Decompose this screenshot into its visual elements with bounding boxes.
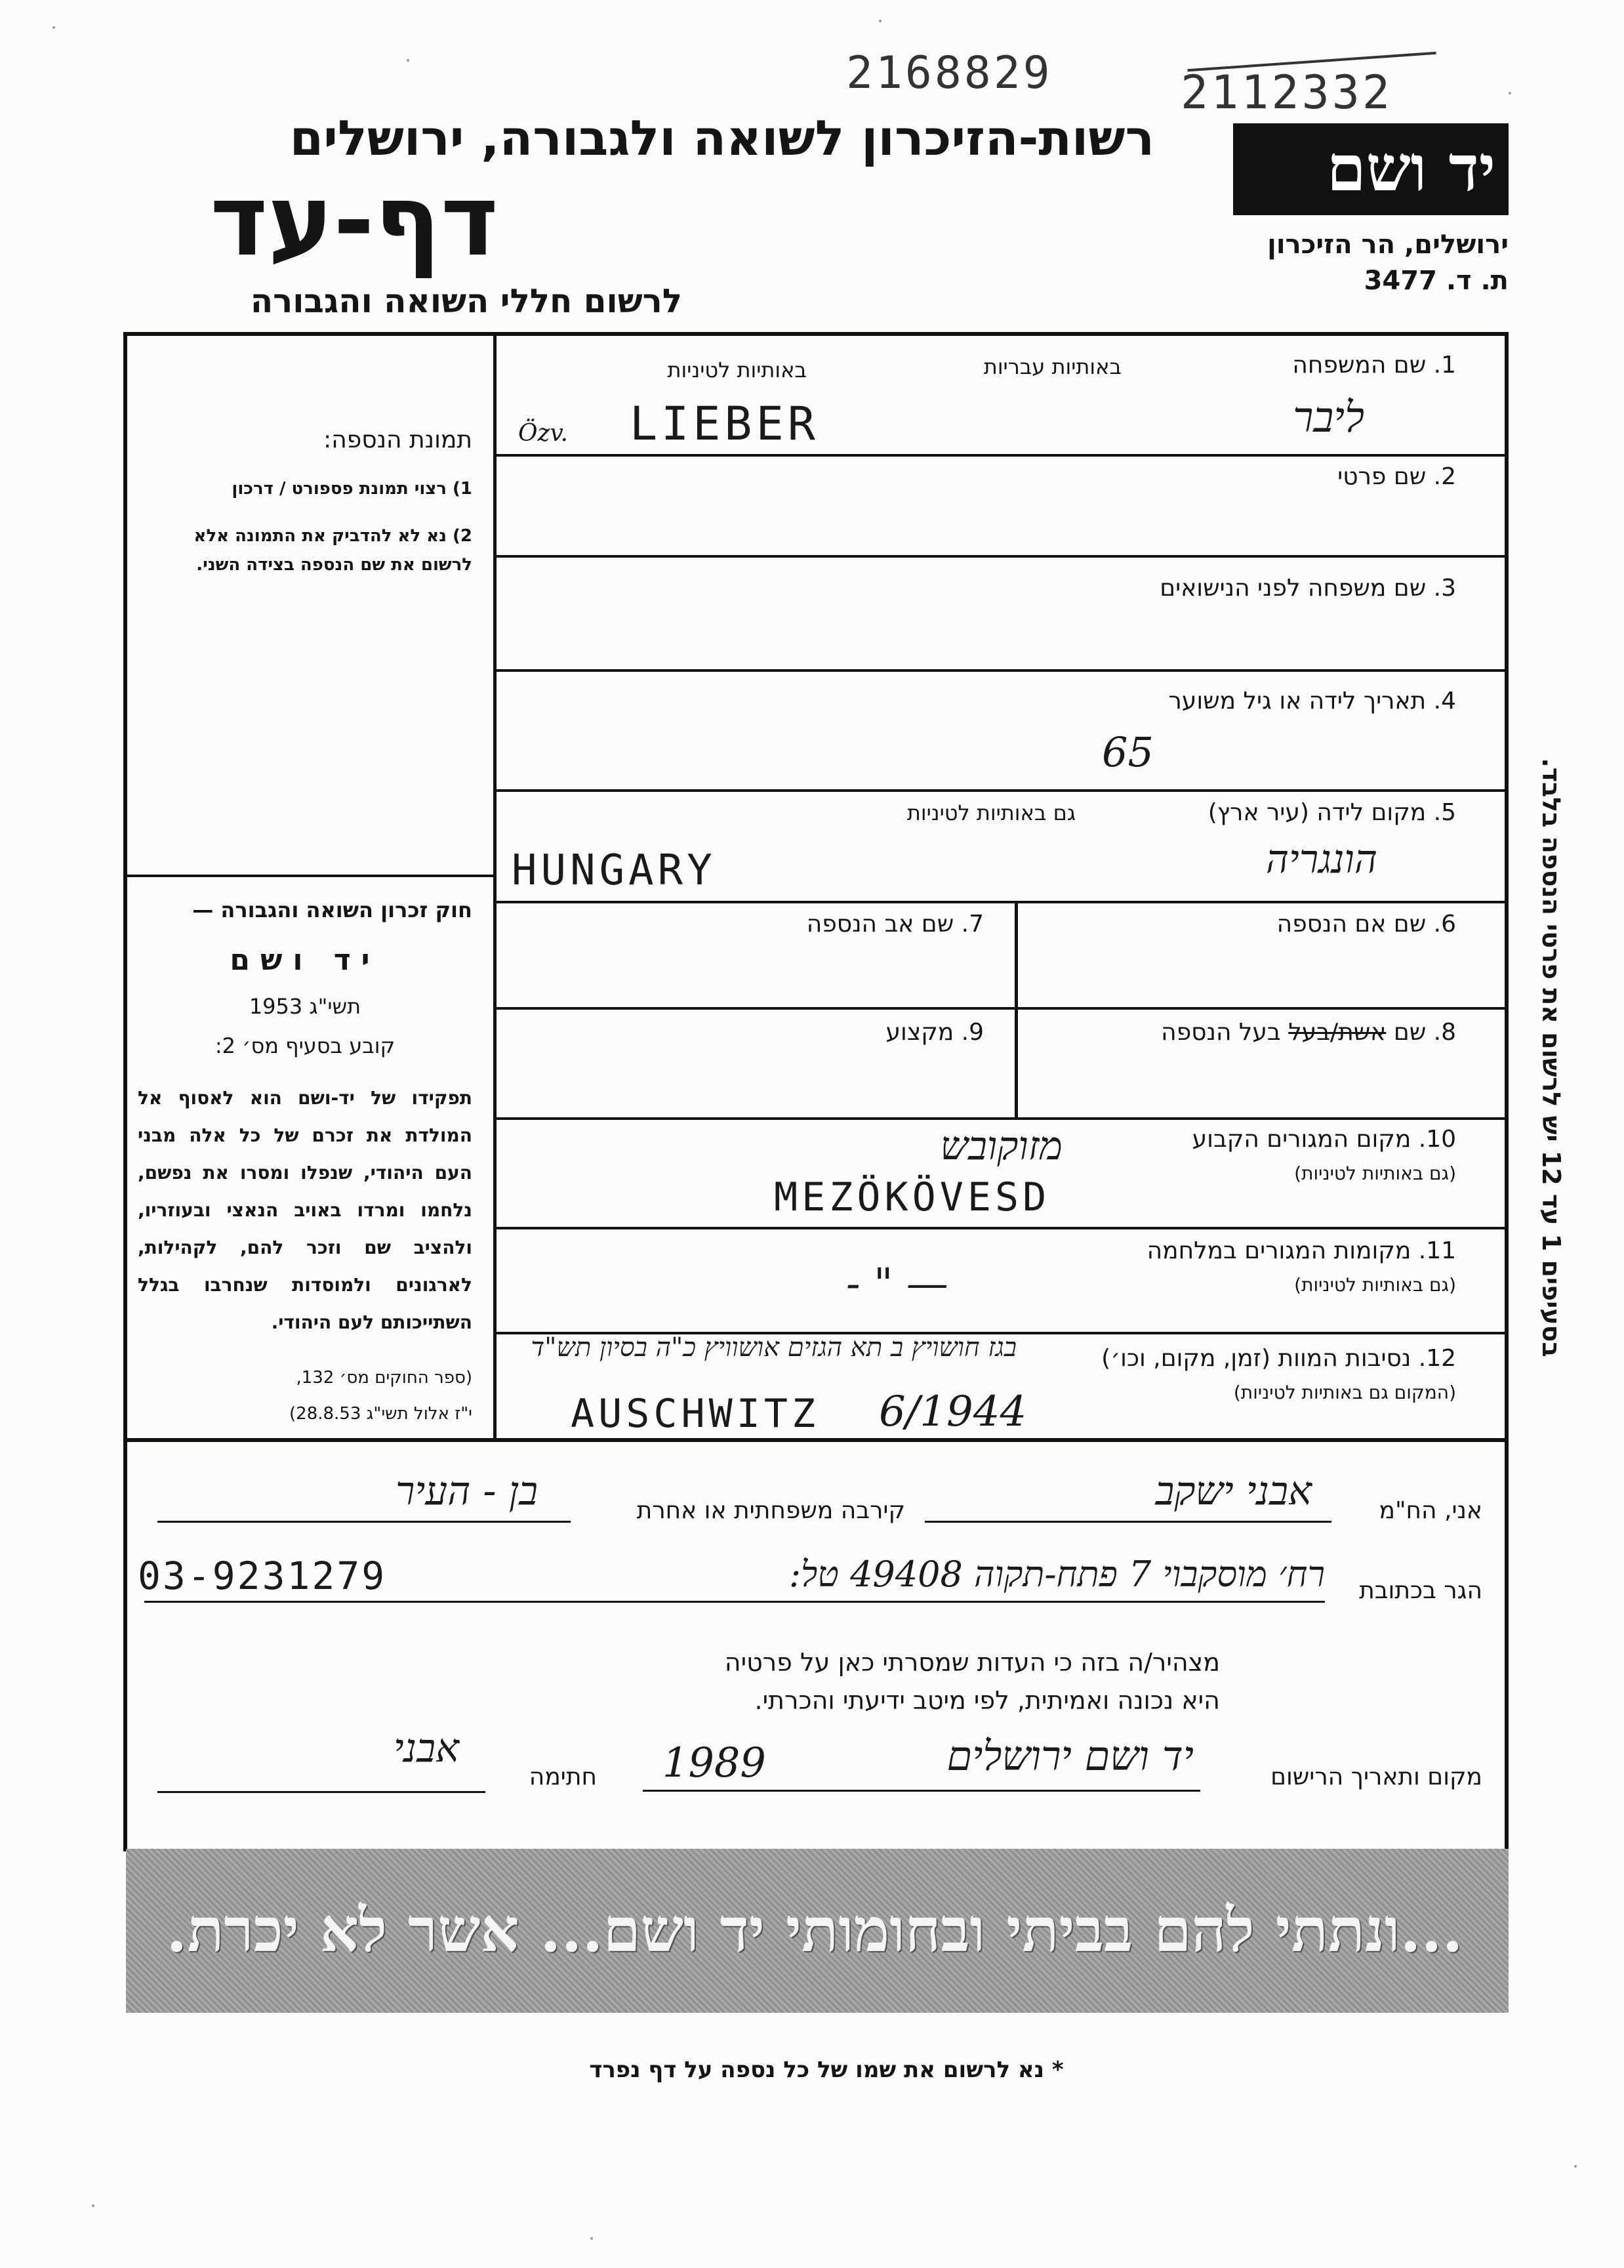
footer-note: * נא לרשום את שמו של כל נספה על דף נפרד <box>589 2057 1064 2083</box>
field-9-label: 9. מקצוע <box>885 1019 984 1046</box>
scan-speck <box>52 26 55 29</box>
field-7-label: 7. שם אב הנספה <box>806 911 984 938</box>
witness-relation-underline <box>157 1521 571 1523</box>
field-1-value-prefix: Özv. <box>518 420 568 447</box>
witness-name-label: אני, הח"מ <box>1379 1497 1482 1524</box>
logo-text: יד ושם <box>1326 131 1495 205</box>
scan-speck <box>407 59 409 62</box>
stamp-number-left: 2168829 <box>846 47 1053 99</box>
field-10-value-latin: MEZÖKÖVESD <box>774 1174 1051 1220</box>
witness-relation-label: קירבה משפחתית או אחרת <box>636 1497 905 1524</box>
declaration-line-2: היא נכונה ואמיתית, לפי מיטב ידיעתי והכרתי. <box>754 1686 1220 1715</box>
address-line-2: ת. ד. 3477 <box>1364 266 1509 296</box>
field-10-sub: (גם באותיות לטיניות) <box>1294 1163 1456 1184</box>
scan-speck <box>590 2237 593 2240</box>
photo-box-title: תמונת הנספה: <box>323 426 472 453</box>
row-divider <box>493 1227 1509 1229</box>
witness-phone-value: 03-9231279 <box>138 1554 387 1598</box>
field-1-latin-header: באותיות לטיניות <box>667 358 807 382</box>
field-1-value-hebrew: ליבר <box>1293 394 1364 442</box>
place-date-value: יד ושם ירושלים <box>946 1732 1194 1780</box>
split-column-divider <box>1015 901 1018 1119</box>
field-12-sub: (המקום גם באותיות לטיניות) <box>1233 1382 1456 1403</box>
column-separator <box>493 332 497 1442</box>
side-note-text: בסעיפים 1 עד 12 יש לרשום את פרטי הנספה בלבד. <box>1537 758 1566 1357</box>
institution-name: רשות-הזיכרון לשואה ולגבורה, ירושלים <box>289 110 1154 167</box>
witness-name-value: אבני ישקב <box>1155 1468 1312 1514</box>
side-note <box>1532 695 1571 1430</box>
row-divider <box>493 454 1509 457</box>
form-subtitle: לרשום חללי השואה והגבורה <box>250 282 682 320</box>
witness-name-underline <box>925 1521 1331 1523</box>
law-date: י"ז אלול תשי"ג 28.8.53) <box>289 1404 472 1424</box>
signature-value: אבני <box>393 1725 459 1771</box>
field-12-label: 12. נסיבות המוות (זמן, מקום, וכו׳) <box>1101 1345 1456 1372</box>
field-5-label: 5. מקום לידה (עיר ארץ) <box>1208 799 1456 826</box>
field-11-sub: (גם באותיות לטיניות) <box>1294 1274 1456 1296</box>
law-clause: קובע בסעיף מס׳ 2: <box>214 1033 396 1058</box>
place-date-underline <box>643 1790 1200 1792</box>
field-1-value-latin: LIEBER <box>630 397 819 451</box>
row-divider <box>493 789 1509 792</box>
place-date-year: 1989 <box>662 1739 766 1786</box>
field-8-label <box>1049 1019 1456 1046</box>
law-source: (ספר החוקים מס׳ 132, <box>296 1368 472 1388</box>
declaration-line-1: מצהיר/ה בזה כי העדות שמסרתי כאן על פרטיה <box>724 1648 1220 1677</box>
law-title: חוק זכרון השואה והגבורה — <box>192 897 472 922</box>
photo-box-note-2: 2) נא לא להדביק את התמונה אלא לרשום את שם הנספה בצידה השני. <box>193 526 472 575</box>
quote-banner <box>126 1849 1509 2013</box>
field-10-label: 10. מקום המגורים הקבוע <box>1192 1126 1456 1153</box>
field-5-latin-header: גם באותיות לטיניות <box>906 800 1076 825</box>
witness-address-underline <box>144 1601 1325 1603</box>
law-text: תפקידו של יד-ושם הוא לאסוף אל המולדת את זכרם של כל אלה מבני העם היהודי, שנפלו ומסרו את נפשם, נלחמו ומרדו באויב הנאצי ובעוזריו, ולהציב שם וזכר להם, לקהילות, לארגונים ולמוסדות שנחרבו בגלל השתייכותם לעם היהודי. <box>138 1087 472 1333</box>
row-divider <box>493 669 1509 672</box>
scan-speck <box>1574 2165 1577 2168</box>
field-4-value: 65 <box>1102 728 1154 776</box>
field-11-value: - " — <box>846 1260 948 1308</box>
field-2-label: 2. שם פרטי <box>1337 463 1456 490</box>
field-8-label-strike: אשת/בעל <box>1288 1019 1387 1046</box>
quote-banner-text: ...ונתתי להם בביתי ובחומותי יד ושם... אשר לא יכרת. <box>166 1895 1463 1966</box>
law-year: תשי"ג 1953 <box>249 994 361 1019</box>
row-divider <box>493 901 1509 903</box>
place-date-label: מקום ותאריך הרישום <box>1270 1763 1482 1790</box>
field-12-value-latin: AUSCHWITZ <box>571 1391 820 1437</box>
row-divider <box>493 1117 1509 1120</box>
witness-address-label: הגר בכתובת <box>1359 1577 1482 1604</box>
field-4-label: 4. תאריך לידה או גיל משוער <box>1168 688 1456 714</box>
address-line-1: ירושלים, הר הזיכרון <box>1267 230 1509 260</box>
field-10-value-hebrew: מזוקובש <box>940 1123 1063 1169</box>
yad-vashem-logo <box>1233 123 1509 215</box>
field-1-hebrew-header: באותיות עבריות <box>983 354 1122 379</box>
field-11-label: 11. מקומות המגורים במלחמה <box>1147 1237 1456 1264</box>
field-8-label-pre: 8. שם <box>1393 1019 1456 1046</box>
photo-box-note-1: 1) רצוי תמונת פספורט / דרכון <box>232 479 472 499</box>
field-3-label: 3. שם משפחה לפני הנישואים <box>1160 575 1456 602</box>
law-name: יד ושם <box>230 943 380 977</box>
scan-speck <box>1509 92 1511 94</box>
row-divider <box>493 1007 1509 1010</box>
form-title: דף-עד <box>210 164 498 278</box>
scan-speck <box>92 2204 94 2207</box>
witness-relation-value: בן - העיר <box>396 1468 538 1514</box>
signature-underline <box>157 1791 485 1793</box>
field-8-label-post: בעל הנספה <box>1161 1019 1281 1046</box>
field-12-value-date: 6/1944 <box>879 1388 1027 1436</box>
left-column-divider <box>123 875 495 877</box>
witness-address-value: רח׳ מוסקבוי 7 פתח-תקוה 49408 טל: <box>788 1554 1325 1595</box>
stamp-number-right: 2112332 <box>1181 66 1393 119</box>
field-12-value-hebrew: בגז חושויץ ב תא הגזים אושוויץ כ"ה בסיון תש"ד <box>531 1332 1017 1363</box>
field-5-value-hebrew: הונגריה <box>1265 836 1377 882</box>
scan-speck <box>879 20 882 22</box>
field-6-label: 6. שם אם הנספה <box>1276 911 1456 938</box>
row-divider <box>493 555 1509 558</box>
field-1-label: 1. שם המשפחה <box>1292 352 1456 379</box>
field-5-value-latin: HUNGARY <box>512 846 716 895</box>
signature-label: חתימה <box>529 1763 597 1790</box>
